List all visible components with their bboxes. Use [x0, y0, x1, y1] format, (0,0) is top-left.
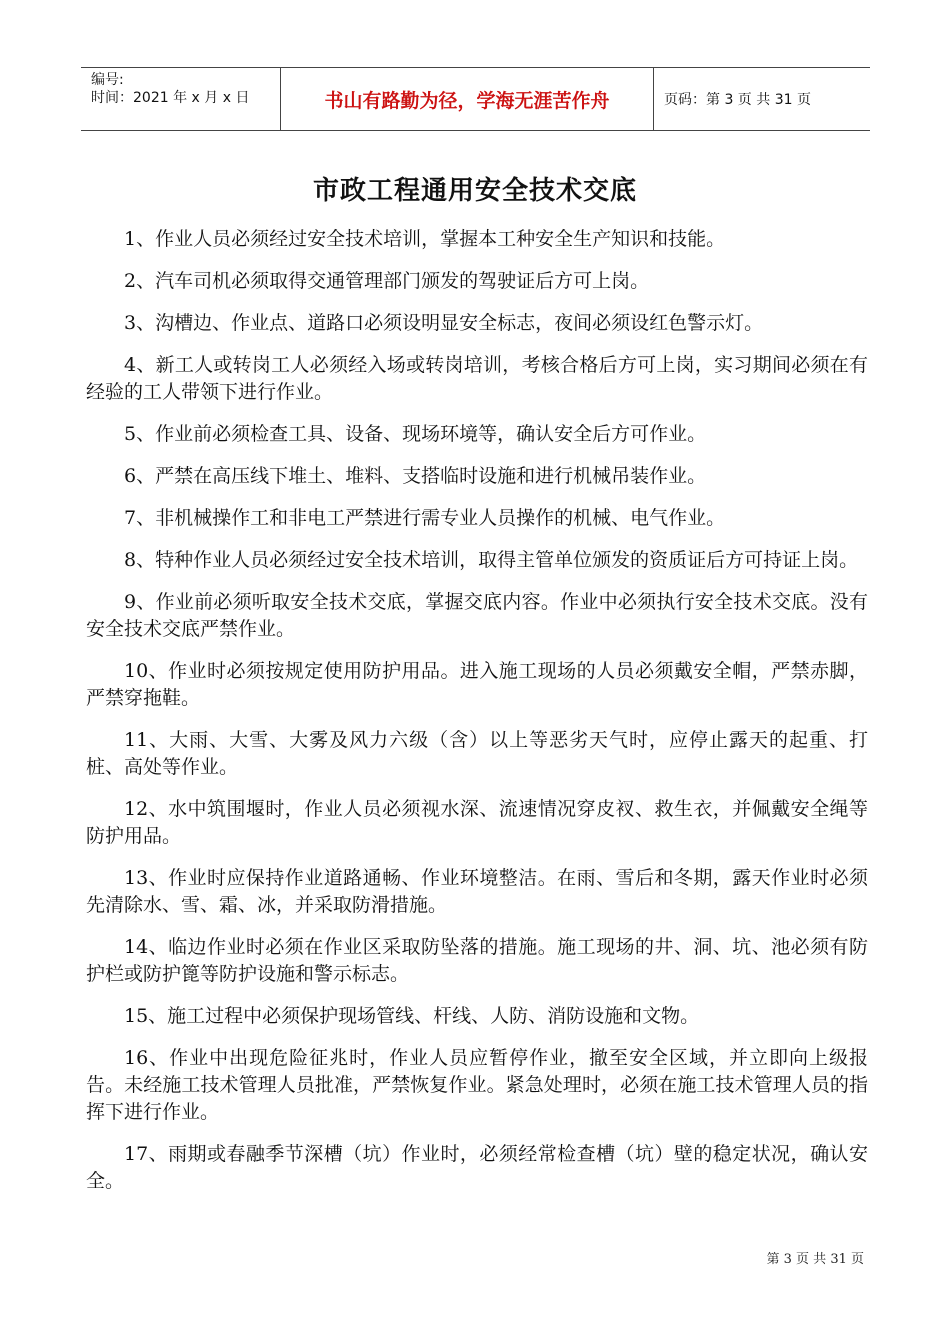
- paragraph-15: 15、施工过程中必须保护现场管线、杆线、人防、消防设施和文物。: [124, 1005, 700, 1027]
- document-title: 市政工程通用安全技术交底: [312, 176, 637, 206]
- header-motto: 书山有路勤为径，学海无涯苦作舟: [281, 68, 654, 130]
- page-footer: 第 3 页 共 31 页: [766, 1252, 864, 1267]
- document-time-label: 时间：2021 年 x 月 x 日: [91, 90, 250, 106]
- paragraph-8: 8、特种作业人员必须经过安全技术培训，取得主管单位颁发的资质证后方可持证上岗。: [124, 549, 859, 571]
- paragraph-9: 9、作业前必须听取安全技术交底，掌握交底内容。作业中必须执行安全技术交底。没有安全技术交底严禁作业。: [86, 591, 868, 640]
- paragraph-3: 3、沟槽边、作业点、道路口必须设明显安全标志，夜间必须设红色警示灯。: [124, 312, 764, 334]
- paragraph-17: 17、雨期或春融季节深槽（坑）作业时，必须经常检查槽（坑）壁的稳定状况，确认安全。: [86, 1143, 868, 1192]
- paragraph-7: 7、非机械操作工和非电工严禁进行需专业人员操作的机械、电气作业。: [124, 507, 726, 529]
- paragraph-6: 6、严禁在高压线下堆土、堆料、支搭临时设施和进行机械吊装作业。: [124, 465, 707, 487]
- paragraph-2: 2、汽车司机必须取得交通管理部门颁发的驾驶证后方可上岗。: [124, 270, 650, 292]
- header-info-cell: [81, 68, 281, 130]
- header-page-number: 页码：第 3 页 共 31 页: [664, 92, 811, 108]
- paragraph-1: 1、作业人员必须经过安全技术培训，掌握本工种安全生产知识和技能。: [124, 228, 726, 250]
- paragraph-11: 11、大雨、大雪、大雾及风力六级（含）以上等恶劣天气时，应停止露天的起重、打桩、高处等作业。: [86, 729, 868, 778]
- paragraph-14: 14、临边作业时必须在作业区采取防坠落的措施。施工现场的井、洞、坑、池必须有防护栏或防护篦等防护设施和警示标志。: [86, 936, 868, 985]
- page-header: [81, 67, 870, 131]
- document-body: [86, 226, 868, 1210]
- paragraph-12: 12、水中筑围堰时，作业人员必须视水深、流速情况穿皮衩、救生衣，并佩戴安全绳等防护用品。: [86, 798, 868, 847]
- paragraph-16: 16、作业中出现危险征兆时，作业人员应暂停作业，撤至安全区域，并立即向上级报告。未经施工技术管理人员批准，严禁恢复作业。紧急处理时，必须在施工技术管理人员的指挥下进行作业。: [86, 1047, 868, 1123]
- paragraph-13: 13、作业时应保持作业道路通畅、作业环境整洁。在雨、雪后和冬期，露天作业时必须先清除水、雪、霜、冰，并采取防滑措施。: [86, 867, 868, 916]
- paragraph-10: 10、作业时必须按规定使用防护用品。进入施工现场的人员必须戴安全帽，严禁赤脚，严禁穿拖鞋。: [86, 660, 868, 709]
- paragraph-4: 4、新工人或转岗工人必须经入场或转岗培训，考核合格后方可上岗，实习期间必须在有经验的工人带领下进行作业。: [86, 354, 868, 403]
- paragraph-5: 5、作业前必须检查工具、设备、现场环境等，确认安全后方可作业。: [124, 423, 707, 445]
- document-number-label: 编号:: [91, 72, 124, 88]
